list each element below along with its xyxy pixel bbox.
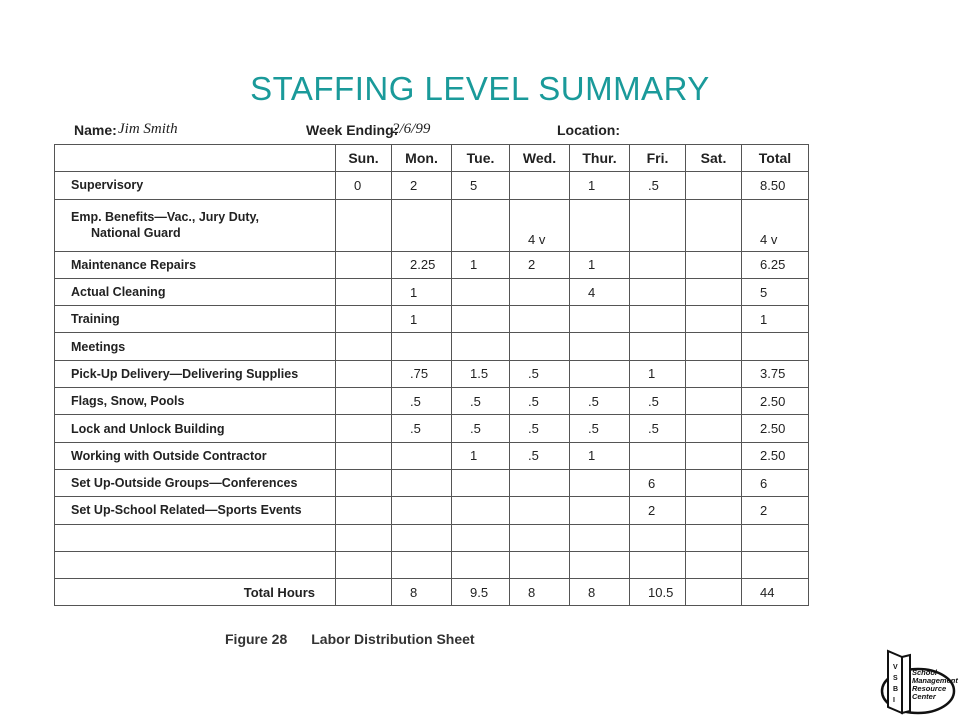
table-cell xyxy=(686,278,742,305)
table-cell: 0 xyxy=(336,172,392,199)
table-cell: 4 v xyxy=(510,199,570,251)
logo-line: Center xyxy=(912,692,936,701)
row-label xyxy=(55,497,336,524)
table-row xyxy=(55,551,809,578)
table-cell xyxy=(452,551,510,578)
smrc-logo xyxy=(878,645,956,717)
table-cell: .5 xyxy=(452,388,510,415)
table-cell: 6.25 xyxy=(742,251,809,278)
labor-distribution-sheet xyxy=(52,117,810,599)
table-cell: 1 xyxy=(452,251,510,278)
table-cell: .5 xyxy=(510,442,570,469)
table-cell xyxy=(336,442,392,469)
row-label xyxy=(55,442,336,469)
row-label-text: Training xyxy=(71,312,120,327)
table-cell xyxy=(630,551,686,578)
table-cell xyxy=(336,278,392,305)
table-cell xyxy=(392,333,452,360)
table-row xyxy=(55,172,809,199)
table-cell xyxy=(686,333,742,360)
row-label xyxy=(55,360,336,387)
table-cell xyxy=(510,551,570,578)
total-cell: 44 xyxy=(742,579,809,606)
table-cell xyxy=(452,278,510,305)
table-cell xyxy=(392,524,452,551)
table-cell xyxy=(630,306,686,333)
table-cell xyxy=(686,415,742,442)
column-header: Total xyxy=(742,145,809,172)
table-cell: 2.50 xyxy=(742,388,809,415)
table-cell xyxy=(570,306,630,333)
svg-text:V: V xyxy=(893,664,898,671)
total-cell: 10.5 xyxy=(630,579,686,606)
table-cell: 2 xyxy=(742,497,809,524)
table-cell xyxy=(630,333,686,360)
row-label-text-2: National Guard xyxy=(91,226,181,241)
table-cell: 2.50 xyxy=(742,415,809,442)
table-cell xyxy=(686,442,742,469)
svg-text:B: B xyxy=(893,686,899,693)
week-ending-label: Week Ending: xyxy=(306,122,399,138)
table-cell xyxy=(570,551,630,578)
table-cell xyxy=(570,524,630,551)
table-cell: 2.50 xyxy=(742,442,809,469)
table-cell xyxy=(510,278,570,305)
table-cell: .5 xyxy=(630,172,686,199)
row-label-text: Actual Cleaning xyxy=(71,285,166,300)
table-cell xyxy=(336,199,392,251)
table-cell: .5 xyxy=(510,388,570,415)
table-cell: 1 xyxy=(392,306,452,333)
row-label xyxy=(55,388,336,415)
table-cell xyxy=(686,497,742,524)
table-cell xyxy=(630,199,686,251)
table-cell: 2 xyxy=(630,497,686,524)
row-label-text: Emp. Benefits—Vac., Jury Duty, xyxy=(71,210,260,225)
row-label-text: Supervisory xyxy=(71,178,144,193)
table-cell xyxy=(336,360,392,387)
slide-title: STAFFING LEVEL SUMMARY xyxy=(250,70,710,107)
table-cell: .5 xyxy=(452,415,510,442)
total-cell xyxy=(686,579,742,606)
table-cell xyxy=(510,333,570,360)
table-cell xyxy=(686,251,742,278)
table-cell xyxy=(570,199,630,251)
table-cell: 2 xyxy=(392,172,452,199)
table-cell: 5 xyxy=(742,278,809,305)
table-cell xyxy=(686,469,742,496)
column-header: Sat. xyxy=(686,145,742,172)
row-label xyxy=(55,251,336,278)
column-header-row xyxy=(55,145,809,172)
total-row xyxy=(55,579,809,606)
table-row xyxy=(55,278,809,305)
table-cell xyxy=(336,306,392,333)
table-cell xyxy=(392,199,452,251)
table-row xyxy=(55,199,809,251)
table-cell xyxy=(686,306,742,333)
row-label-text: Flags, Snow, Pools xyxy=(71,394,185,409)
table-cell xyxy=(452,306,510,333)
table-cell xyxy=(392,497,452,524)
total-cell: 8 xyxy=(570,579,630,606)
table-cell: 5 xyxy=(452,172,510,199)
table-cell: 1 xyxy=(392,278,452,305)
table-cell xyxy=(630,278,686,305)
table-row xyxy=(55,333,809,360)
name-label: Name: xyxy=(74,122,117,138)
column-header: Mon. xyxy=(392,145,452,172)
column-header: Wed. xyxy=(510,145,570,172)
table-row xyxy=(55,388,809,415)
table-cell xyxy=(510,524,570,551)
table-cell xyxy=(336,388,392,415)
table-cell: .5 xyxy=(392,388,452,415)
row-label-text: Working with Outside Contractor xyxy=(71,448,267,463)
table-cell: 1.5 xyxy=(452,360,510,387)
row-label-text: Meetings xyxy=(71,339,126,354)
column-header: Thur. xyxy=(570,145,630,172)
table-cell: 2.25 xyxy=(392,251,452,278)
logo-text xyxy=(912,669,958,701)
table-cell xyxy=(336,497,392,524)
table-cell xyxy=(686,524,742,551)
logo-line: School xyxy=(912,668,938,677)
week-ending-value: 2/6/99 xyxy=(392,121,431,137)
column-header: Fri. xyxy=(630,145,686,172)
logo-line: Resource xyxy=(912,684,947,693)
table-cell xyxy=(630,442,686,469)
table-cell xyxy=(336,415,392,442)
table-cell: .5 xyxy=(510,360,570,387)
table-cell: .75 xyxy=(392,360,452,387)
table-cell: 4 v xyxy=(742,199,809,251)
table-cell xyxy=(686,199,742,251)
table-cell xyxy=(336,551,392,578)
table-cell xyxy=(570,497,630,524)
table-cell xyxy=(336,524,392,551)
svg-text:S: S xyxy=(893,675,898,682)
table-cell: .5 xyxy=(510,415,570,442)
table-cell xyxy=(510,497,570,524)
table-cell xyxy=(452,333,510,360)
table-cell xyxy=(686,172,742,199)
row-label xyxy=(55,199,336,251)
table-cell xyxy=(392,469,452,496)
column-header: Sun. xyxy=(336,145,392,172)
row-label xyxy=(55,551,336,578)
table-cell xyxy=(686,388,742,415)
row-label xyxy=(55,415,336,442)
table-cell: .5 xyxy=(570,415,630,442)
table-cell: 6 xyxy=(630,469,686,496)
table-cell xyxy=(452,469,510,496)
table-cell: 1 xyxy=(570,442,630,469)
column-header xyxy=(55,145,336,172)
table-row xyxy=(55,360,809,387)
logo-line: Management xyxy=(912,676,958,685)
total-cell: 8 xyxy=(510,579,570,606)
figure-title: Labor Distribution Sheet xyxy=(311,631,475,647)
table-cell xyxy=(570,360,630,387)
table-row xyxy=(55,251,809,278)
table-cell xyxy=(452,497,510,524)
table-cell: .5 xyxy=(570,388,630,415)
total-cell: 9.5 xyxy=(452,579,510,606)
table-cell: 1 xyxy=(452,442,510,469)
total-hours-label: Total Hours xyxy=(55,579,336,606)
location-label: Location: xyxy=(557,122,620,138)
table-cell xyxy=(686,551,742,578)
total-cell xyxy=(336,579,392,606)
table-cell: 2 xyxy=(510,251,570,278)
table-cell xyxy=(392,442,452,469)
table-row xyxy=(55,442,809,469)
row-label-text: Set Up-School Related—Sports Events xyxy=(71,503,302,518)
table-cell: 6 xyxy=(742,469,809,496)
table-cell xyxy=(336,251,392,278)
table-row xyxy=(55,415,809,442)
row-label xyxy=(55,524,336,551)
table-cell xyxy=(336,333,392,360)
total-cell: 8 xyxy=(392,579,452,606)
table-cell: 4 xyxy=(570,278,630,305)
figure-caption xyxy=(225,631,499,647)
row-label-text: Pick-Up Delivery—Delivering Supplies xyxy=(71,366,299,381)
figure-number: Figure 28 xyxy=(225,631,288,647)
table-cell xyxy=(570,469,630,496)
row-label-text: Lock and Unlock Building xyxy=(71,421,225,436)
table-cell xyxy=(742,333,809,360)
table-row xyxy=(55,469,809,496)
name-value: Jim Smith xyxy=(118,121,178,137)
table-cell xyxy=(510,469,570,496)
table-row xyxy=(55,524,809,551)
table-cell xyxy=(630,524,686,551)
column-header: Tue. xyxy=(452,145,510,172)
table-cell: 8.50 xyxy=(742,172,809,199)
table-cell xyxy=(392,551,452,578)
table-cell xyxy=(510,172,570,199)
table-cell xyxy=(630,251,686,278)
table-row xyxy=(55,306,809,333)
row-label xyxy=(55,333,336,360)
table-cell: 1 xyxy=(570,251,630,278)
row-label-text: Set Up-Outside Groups—Conferences xyxy=(71,476,298,491)
labor-table xyxy=(54,144,809,606)
table-cell: 3.75 xyxy=(742,360,809,387)
table-cell: .5 xyxy=(392,415,452,442)
table-cell: 1 xyxy=(570,172,630,199)
row-label-text: Maintenance Repairs xyxy=(71,257,197,272)
row-label xyxy=(55,469,336,496)
table-cell xyxy=(570,333,630,360)
row-label xyxy=(55,172,336,199)
table-cell: .5 xyxy=(630,415,686,442)
table-cell xyxy=(742,524,809,551)
table-cell: .5 xyxy=(630,388,686,415)
table-cell xyxy=(452,199,510,251)
table-cell xyxy=(742,551,809,578)
table-cell: 1 xyxy=(630,360,686,387)
table-cell xyxy=(452,524,510,551)
table-cell xyxy=(686,360,742,387)
row-label xyxy=(55,278,336,305)
table-cell xyxy=(510,306,570,333)
svg-text:I: I xyxy=(893,697,895,704)
table-cell xyxy=(336,469,392,496)
table-row xyxy=(55,497,809,524)
table-cell: 1 xyxy=(742,306,809,333)
row-label xyxy=(55,306,336,333)
